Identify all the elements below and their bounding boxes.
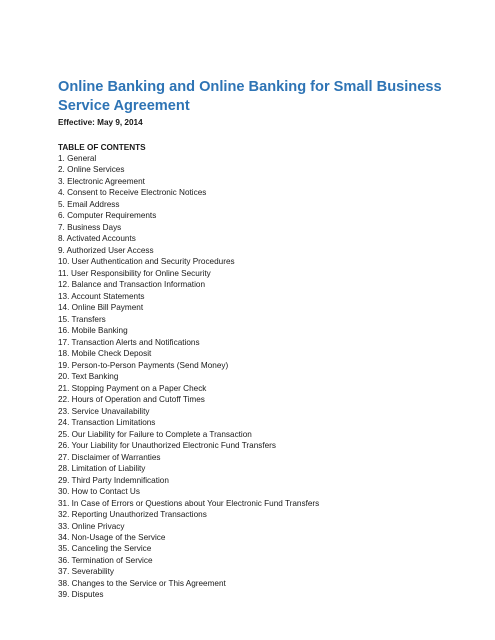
toc-heading: TABLE OF CONTENTS: [58, 143, 146, 152]
toc-item: 16. Mobile Banking: [58, 326, 128, 336]
toc-item: 29. Third Party Indemnification: [58, 475, 169, 485]
toc-item: 38. Changes to the Service or This Agreement: [58, 578, 226, 588]
toc-item: 37. Severability: [58, 567, 114, 577]
toc-item: 9. Authorized User Access: [58, 245, 154, 255]
toc-item: 4. Consent to Receive Electronic Notices: [58, 188, 207, 198]
toc-item: 26. Your Liability for Unauthorized Electronic Fund Transfers: [58, 441, 276, 451]
toc-item: 20. Text Banking: [58, 372, 119, 382]
toc-item: 2. Online Services: [58, 165, 125, 175]
toc-item: 33. Online Privacy: [58, 521, 125, 531]
toc-item: 1. General: [58, 154, 97, 163]
toc-item: 22. Hours of Operation and Cutoff Times: [58, 395, 205, 405]
toc-item: 34. Non-Usage of the Service: [58, 532, 166, 542]
toc-item: 7. Business Days: [58, 222, 122, 232]
toc-item: 18. Mobile Check Deposit: [58, 349, 152, 359]
toc-item: 32. Reporting Unauthorized Transactions: [58, 510, 207, 520]
effective-date: Effective: May 9, 2014: [58, 118, 143, 127]
toc-item: 31. In Case of Errors or Questions about Your Electronic Fund Transfers: [58, 498, 320, 508]
toc-item: 39. Disputes: [58, 590, 104, 600]
toc-item: 30. How to Contact Us: [58, 487, 140, 497]
toc-item: 21. Stopping Payment on a Paper Check: [58, 383, 207, 393]
toc-item: 13. Account Statements: [58, 291, 145, 301]
toc-item: 17. Transaction Alerts and Notifications: [58, 337, 200, 347]
toc-item: 5. Email Address: [58, 199, 120, 209]
toc-item: 36. Termination of Service: [58, 555, 153, 565]
toc-item: 8. Activated Accounts: [58, 234, 136, 244]
toc-item: 10. User Authentication and Security Procedures: [58, 257, 235, 267]
toc-item: 3. Electronic Agreement: [58, 176, 145, 186]
toc-item: 27. Disclaimer of Warranties: [58, 452, 161, 462]
toc-item: 23. Service Unavailability: [58, 406, 150, 416]
toc-item: 19. Person-to-Person Payments (Send Money): [58, 360, 229, 370]
toc-item: 25. Our Liability for Failure to Complete a Transaction: [58, 429, 252, 439]
toc-item: 24. Transaction Limitations: [58, 418, 156, 428]
toc-item: 6. Computer Requirements: [58, 211, 157, 221]
toc-item: 11. User Responsibility for Online Security: [58, 268, 211, 278]
toc-item: 35. Canceling the Service: [58, 544, 152, 554]
table-of-contents: [58, 153, 478, 601]
toc-item: 14. Online Bill Payment: [58, 303, 144, 313]
document-title: Online Banking and Online Banking for Small Business Service Agreement: [58, 79, 442, 114]
toc-item: 12. Balance and Transaction Information: [58, 280, 206, 290]
toc-item: 28. Limitation of Liability: [58, 464, 146, 474]
toc-item: 15. Transfers: [58, 314, 106, 324]
document-page: [58, 78, 478, 601]
